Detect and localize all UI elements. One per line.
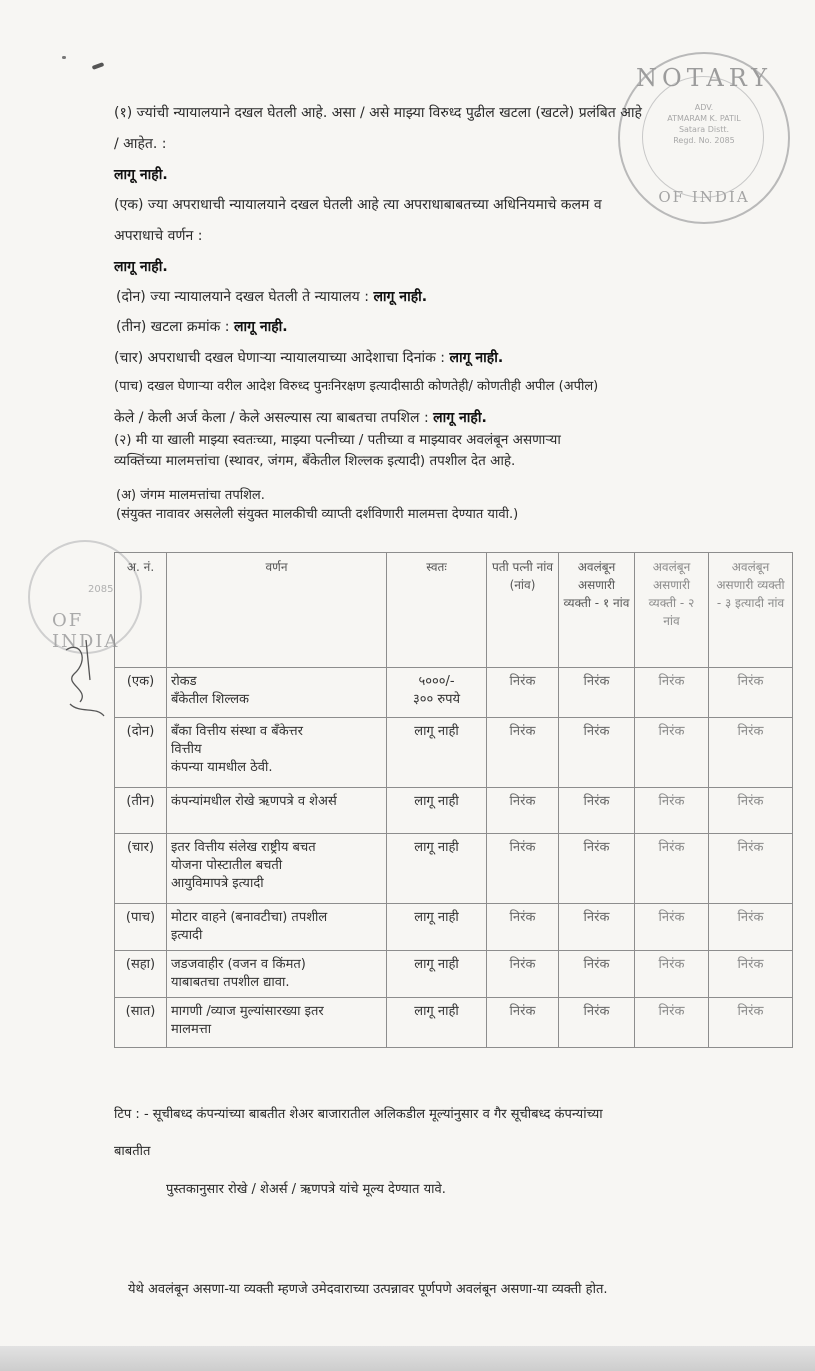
item-ek-line-2: अपराधाचे वर्णन : <box>114 228 203 244</box>
cell-self <box>387 998 487 1048</box>
cell-dependent-2: निरंक <box>635 788 709 834</box>
cell-dependent-3: निरंक <box>709 951 793 998</box>
item-don-label: (दोन) ज्या न्यायालयाने दखल घेतली ते न्यायालय : <box>116 289 369 305</box>
item-teen <box>116 318 288 336</box>
tip-line-1: टिप : - सूचीबध्द कंपन्यांच्या बाबतीत शेअर बाजारातील अलिकडील मूल्यांनुसार व गैर सूचीबध्द कंपन्यांच्या <box>114 1107 603 1122</box>
section-1-line-1: (१) ज्यांची न्यायालयाने दखल घेतली आहे. असा / असे माझ्या विरुध्द पुढील खटला (खटले) प्रलंबित आहे <box>114 105 642 121</box>
cell-description <box>167 998 387 1048</box>
cell-dependent-3: निरंक <box>709 904 793 951</box>
scan-bottom-edge <box>0 1346 815 1371</box>
item-don <box>116 288 427 306</box>
cell-self <box>387 951 487 998</box>
item-char-label: (चार) अपराधाची दखल घेणाऱ्या न्यायालयाच्या आदेशाचा दिनांक : <box>114 350 446 366</box>
item-char-answer: लागू नाही. <box>449 350 504 366</box>
movable-assets-table <box>114 552 793 1048</box>
cell-description-line: रोकड <box>171 674 197 689</box>
cell-description-line: वित्तीय <box>171 742 202 757</box>
cell-dependent-3: निरंक <box>709 998 793 1048</box>
cell-sr-no: (दोन) <box>115 718 167 788</box>
header-self: स्वतः <box>387 553 487 668</box>
section-1-line-2: / आहेत. : <box>114 136 167 152</box>
section-2-line-1: (२) मी या खाली माझ्या स्वतःच्या, माझ्या पत्नीच्या / पतीच्या व माझ्यावर अवलंबून असणाऱ्या <box>114 432 561 448</box>
cell-description-line: मालमत्ता <box>171 1022 212 1037</box>
cell-dependent-2: निरंक <box>635 718 709 788</box>
cell-description-line: कंपन्यांमधील रोखे ऋणपत्रे व शेअर्स <box>171 794 337 809</box>
cell-spouse: निरंक <box>487 718 559 788</box>
table-row <box>115 834 793 904</box>
header-dependent-2: अवलंबून असणारी व्यक्ती - २ नांव <box>635 553 709 668</box>
table-row <box>115 998 793 1048</box>
item-pach-line-1: (पाच) दखल घेणाऱ्या वरील आदेश विरुध्द पुनःनिरक्षण इत्यादीसाठी कोणतेही/ कोणतीही अपील (अपील) <box>114 379 599 394</box>
cell-self-line: लागू नाही <box>414 910 459 925</box>
cell-self <box>387 668 487 718</box>
section-2-line-2: व्यक्तिंच्या मालमत्तांचा (स्थावर, जंगम, बँकेतील शिल्लक इत्यादी) तपशील देत आहे. <box>114 453 516 469</box>
cell-self-line: लागू नाही <box>414 957 459 972</box>
notary-seal-title: NOTARY <box>636 64 772 92</box>
cell-dependent-1: निरंक <box>559 834 635 904</box>
cell-description-line: योजना पोस्टातील बचती <box>171 858 283 873</box>
cell-description <box>167 951 387 998</box>
cell-self <box>387 788 487 834</box>
table-row <box>115 904 793 951</box>
item-teen-label: (तीन) खटला क्रमांक : <box>116 319 230 335</box>
movable-assets-heading: (अ) जंगम मालमत्तांचा तपशिल. <box>116 488 265 503</box>
table-row <box>115 788 793 834</box>
movable-assets-note: (संयुक्त नावावर असलेली संयुक्त मालकीची व्याप्ती दर्शविणारी मालमत्ता देण्यात यावी.) <box>116 507 519 522</box>
cell-dependent-2: निरंक <box>635 904 709 951</box>
cell-dependent-1: निरंक <box>559 788 635 834</box>
left-margin-seal: 2085 OF INDIA <box>28 540 142 654</box>
cell-dependent-3: निरंक <box>709 834 793 904</box>
table-body <box>115 668 793 1048</box>
cell-dependent-3: निरंक <box>709 668 793 718</box>
notary-seal <box>618 52 790 224</box>
cell-description <box>167 788 387 834</box>
cell-description-line: जडजवाहीर (वजन व किंमत) <box>171 957 306 972</box>
cell-dependent-1: निरंक <box>559 904 635 951</box>
ink-speck <box>62 56 66 59</box>
cell-description <box>167 904 387 951</box>
cell-description-line: कंपन्या यामधील ठेवी. <box>171 760 273 775</box>
cell-self <box>387 834 487 904</box>
signature-mark <box>60 630 108 720</box>
cell-spouse: निरंक <box>487 998 559 1048</box>
cell-description <box>167 668 387 718</box>
dependents-definition: येथे अवलंबून असणा-या व्यक्ती म्हणजे उमेदवाराच्या उत्पन्नावर पूर्णपणे अवलंबून असणा-या व्यक्ती होत. <box>128 1282 608 1297</box>
cell-dependent-1: निरंक <box>559 718 635 788</box>
cell-description-line: बँका वित्तीय संस्था व बँकेत्तर <box>171 724 303 739</box>
tip-line-3: पुस्तकानुसार रोखे / शेअर्स / ऋणपत्रे यांचे मूल्य देण्यात यावे. <box>166 1182 446 1197</box>
cell-sr-no: (पाच) <box>115 904 167 951</box>
cell-self-line: ५०००/- <box>418 674 455 689</box>
ink-speck <box>92 62 105 70</box>
cell-sr-no: (सहा) <box>115 951 167 998</box>
cell-description-line: बँकेतील शिल्लक <box>171 692 249 707</box>
cell-self-line: ३०० रुपये <box>412 692 461 707</box>
item-pach-label: केले / केली अर्ज केला / केले असल्यास त्या बाबतचा तपशिल : <box>114 410 429 426</box>
cell-dependent-2: निरंक <box>635 834 709 904</box>
item-pach-answer: लागू नाही. <box>433 410 487 426</box>
cell-dependent-3: निरंक <box>709 788 793 834</box>
cell-spouse: निरंक <box>487 668 559 718</box>
cell-spouse: निरंक <box>487 834 559 904</box>
header-dependent-1: अवलंबून असणारी व्यक्ती - १ नांव <box>559 553 635 668</box>
cell-dependent-2: निरंक <box>635 998 709 1048</box>
cell-self <box>387 718 487 788</box>
cell-spouse: निरंक <box>487 788 559 834</box>
cell-description-line: मागणी /व्याज मुल्यांसारख्या इतर <box>171 1004 324 1019</box>
cell-dependent-1: निरंक <box>559 668 635 718</box>
cell-description-line: याबाबतचा तपशील द्यावा. <box>171 975 290 990</box>
notary-seal-country: OF INDIA <box>658 188 750 206</box>
cell-sr-no: (तीन) <box>115 788 167 834</box>
header-dependent-3: अवलंबून असणारी व्यक्ती - ३ इत्यादी नांव <box>709 553 793 668</box>
section-1-answer: लागू नाही. <box>114 167 168 183</box>
tip-line-2: बाबतीत <box>114 1144 151 1159</box>
cell-description-line: इत्यादी <box>171 928 203 943</box>
header-spouse: पती पत्नी नांव (नांव) <box>487 553 559 668</box>
header-sr-no: अ. नं. <box>115 553 167 668</box>
cell-spouse: निरंक <box>487 904 559 951</box>
item-pach-line-2 <box>114 409 487 427</box>
cell-sr-no: (सात) <box>115 998 167 1048</box>
cell-self-line: लागू नाही <box>414 1004 459 1019</box>
cell-description-line: आयुविमापत्रे इत्यादी <box>171 876 264 891</box>
table-header-row <box>115 553 793 668</box>
cell-dependent-1: निरंक <box>559 998 635 1048</box>
notary-seal-details: ADV. ATMARAM K. PATIL Satara Distt. Regd. No. 2085 <box>667 103 741 145</box>
cell-dependent-2: निरंक <box>635 951 709 998</box>
cell-spouse: निरंक <box>487 951 559 998</box>
table-row <box>115 718 793 788</box>
cell-dependent-1: निरंक <box>559 951 635 998</box>
item-don-answer: लागू नाही. <box>373 289 428 305</box>
cell-self-line: लागू नाही <box>414 724 459 739</box>
cell-self <box>387 904 487 951</box>
header-description: वर्णन <box>167 553 387 668</box>
cell-description <box>167 718 387 788</box>
cell-description-line: इतर वित्तीय संलेख राष्ट्रीय बचत <box>171 840 316 855</box>
item-ek-answer: लागू नाही. <box>114 259 168 275</box>
cell-dependent-2: निरंक <box>635 668 709 718</box>
item-teen-answer: लागू नाही. <box>233 319 288 335</box>
cell-description-line: मोटार वाहने (बनावटीचा) तपशील <box>171 910 328 925</box>
cell-sr-no: (चार) <box>115 834 167 904</box>
table-row <box>115 668 793 718</box>
cell-self-line: लागू नाही <box>414 840 459 855</box>
item-ek-line-1: (एक) ज्या अपराधाची न्यायालयाने दखल घेतली आहे त्या अपराधाबाबतच्या अधिनियमाचे कलम व <box>114 197 602 213</box>
cell-self-line: लागू नाही <box>414 794 459 809</box>
cell-dependent-3: निरंक <box>709 718 793 788</box>
cell-sr-no: (एक) <box>115 668 167 718</box>
cell-description <box>167 834 387 904</box>
table-row <box>115 951 793 998</box>
item-char <box>114 349 503 367</box>
